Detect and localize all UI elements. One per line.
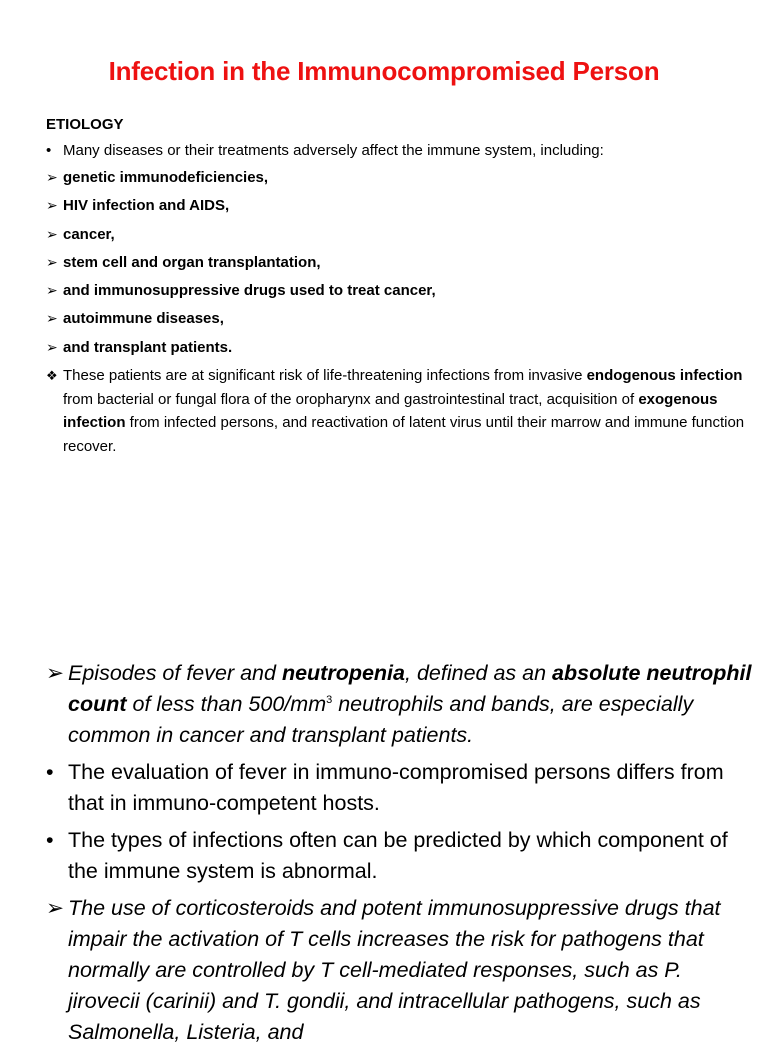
note-text: from bacterial or fungal flora of the oropharynx and gastrointestinal tract, acquisition of xyxy=(63,390,639,408)
intro-list-item xyxy=(46,140,746,162)
list-item xyxy=(46,307,746,330)
condition-list xyxy=(46,166,746,359)
item-text: , defined as an xyxy=(405,661,553,685)
arrow-bullet-icon: ➢ xyxy=(46,225,58,242)
bullet-icon: • xyxy=(46,142,52,159)
arrow-bullet-icon: ➢ xyxy=(46,253,58,270)
item-text: The use of corticosteroids and potent immunosuppressive drugs that impair the activation of T cells increases the risk for pathogens that normally are controlled by T cell-mediated responses, such as P. jirovecii (carinii) and T. gondii, and intracellular pathogens, such as Salmonella, Listeria, and xyxy=(68,896,721,1044)
infection-types-item xyxy=(46,825,758,887)
clinical-section xyxy=(46,658,758,1054)
item-text: neutrophils and bands, are especially common in cancer and transplant patients. xyxy=(68,692,694,747)
list-item-text: and transplant patients. xyxy=(63,338,233,356)
risk-note xyxy=(46,364,746,458)
list-item xyxy=(46,251,746,274)
list-item-text: cancer, xyxy=(63,225,115,243)
diamond-bullet-icon: ❖ xyxy=(46,368,58,384)
item-text: of less than 500/mm xyxy=(126,692,327,716)
list-item xyxy=(46,336,746,359)
corticosteroids-item xyxy=(46,893,758,1048)
list-item xyxy=(46,223,746,246)
item-bold-term: neutropenia xyxy=(281,661,405,685)
list-item-text: genetic immunodeficiencies, xyxy=(63,169,269,186)
note-bold-term: endogenous infection xyxy=(586,367,743,385)
arrow-bullet-icon: ➢ xyxy=(46,310,58,327)
bullet-icon: • xyxy=(46,760,54,784)
arrow-bullet-icon: ➢ xyxy=(46,661,65,685)
list-item-text: stem cell and organ transplantation, xyxy=(63,253,321,271)
arrow-bullet-icon: ➢ xyxy=(46,169,58,185)
arrow-bullet-icon: ➢ xyxy=(46,338,58,355)
intro-text: Many diseases or their treatments adversely affect the immune system, including: xyxy=(63,142,604,159)
arrow-bullet-icon: ➢ xyxy=(46,282,58,299)
list-item xyxy=(46,279,746,302)
list-item-text: HIV infection and AIDS, xyxy=(63,197,230,215)
etiology-section xyxy=(46,116,746,458)
superscript: 3 xyxy=(326,693,333,706)
page-title: Infection in the Immunocompromised Person xyxy=(108,56,660,86)
section-heading: ETIOLOGY xyxy=(46,116,124,133)
evaluation-item xyxy=(46,757,758,819)
list-item xyxy=(46,194,746,217)
arrow-bullet-icon: ➢ xyxy=(46,197,58,214)
item-bold-term: absolute neutrophil count xyxy=(68,661,752,716)
arrow-bullet-icon: ➢ xyxy=(46,896,65,920)
list-item-text: and immunosuppressive drugs used to treat cancer, xyxy=(63,282,436,300)
bullet-icon: • xyxy=(46,828,54,852)
item-text: The evaluation of fever in immuno-compromised persons differs from that in immuno-competent hosts. xyxy=(68,760,724,815)
note-text: from infected persons, and reactivation of latent virus until their marrow and immune function recover. xyxy=(63,414,745,455)
note-bold-term: exogenous infection xyxy=(63,390,718,432)
list-item xyxy=(46,166,746,189)
item-text: The types of infections often can be predicted by which component of the immune system is abnormal. xyxy=(68,828,728,883)
note-text: These patients are at significant risk of life-threatening infections from invasive xyxy=(63,367,587,385)
item-text: Episodes of fever and xyxy=(68,661,282,685)
neutropenia-item xyxy=(46,658,758,751)
list-item-text: autoimmune diseases, xyxy=(63,310,224,328)
